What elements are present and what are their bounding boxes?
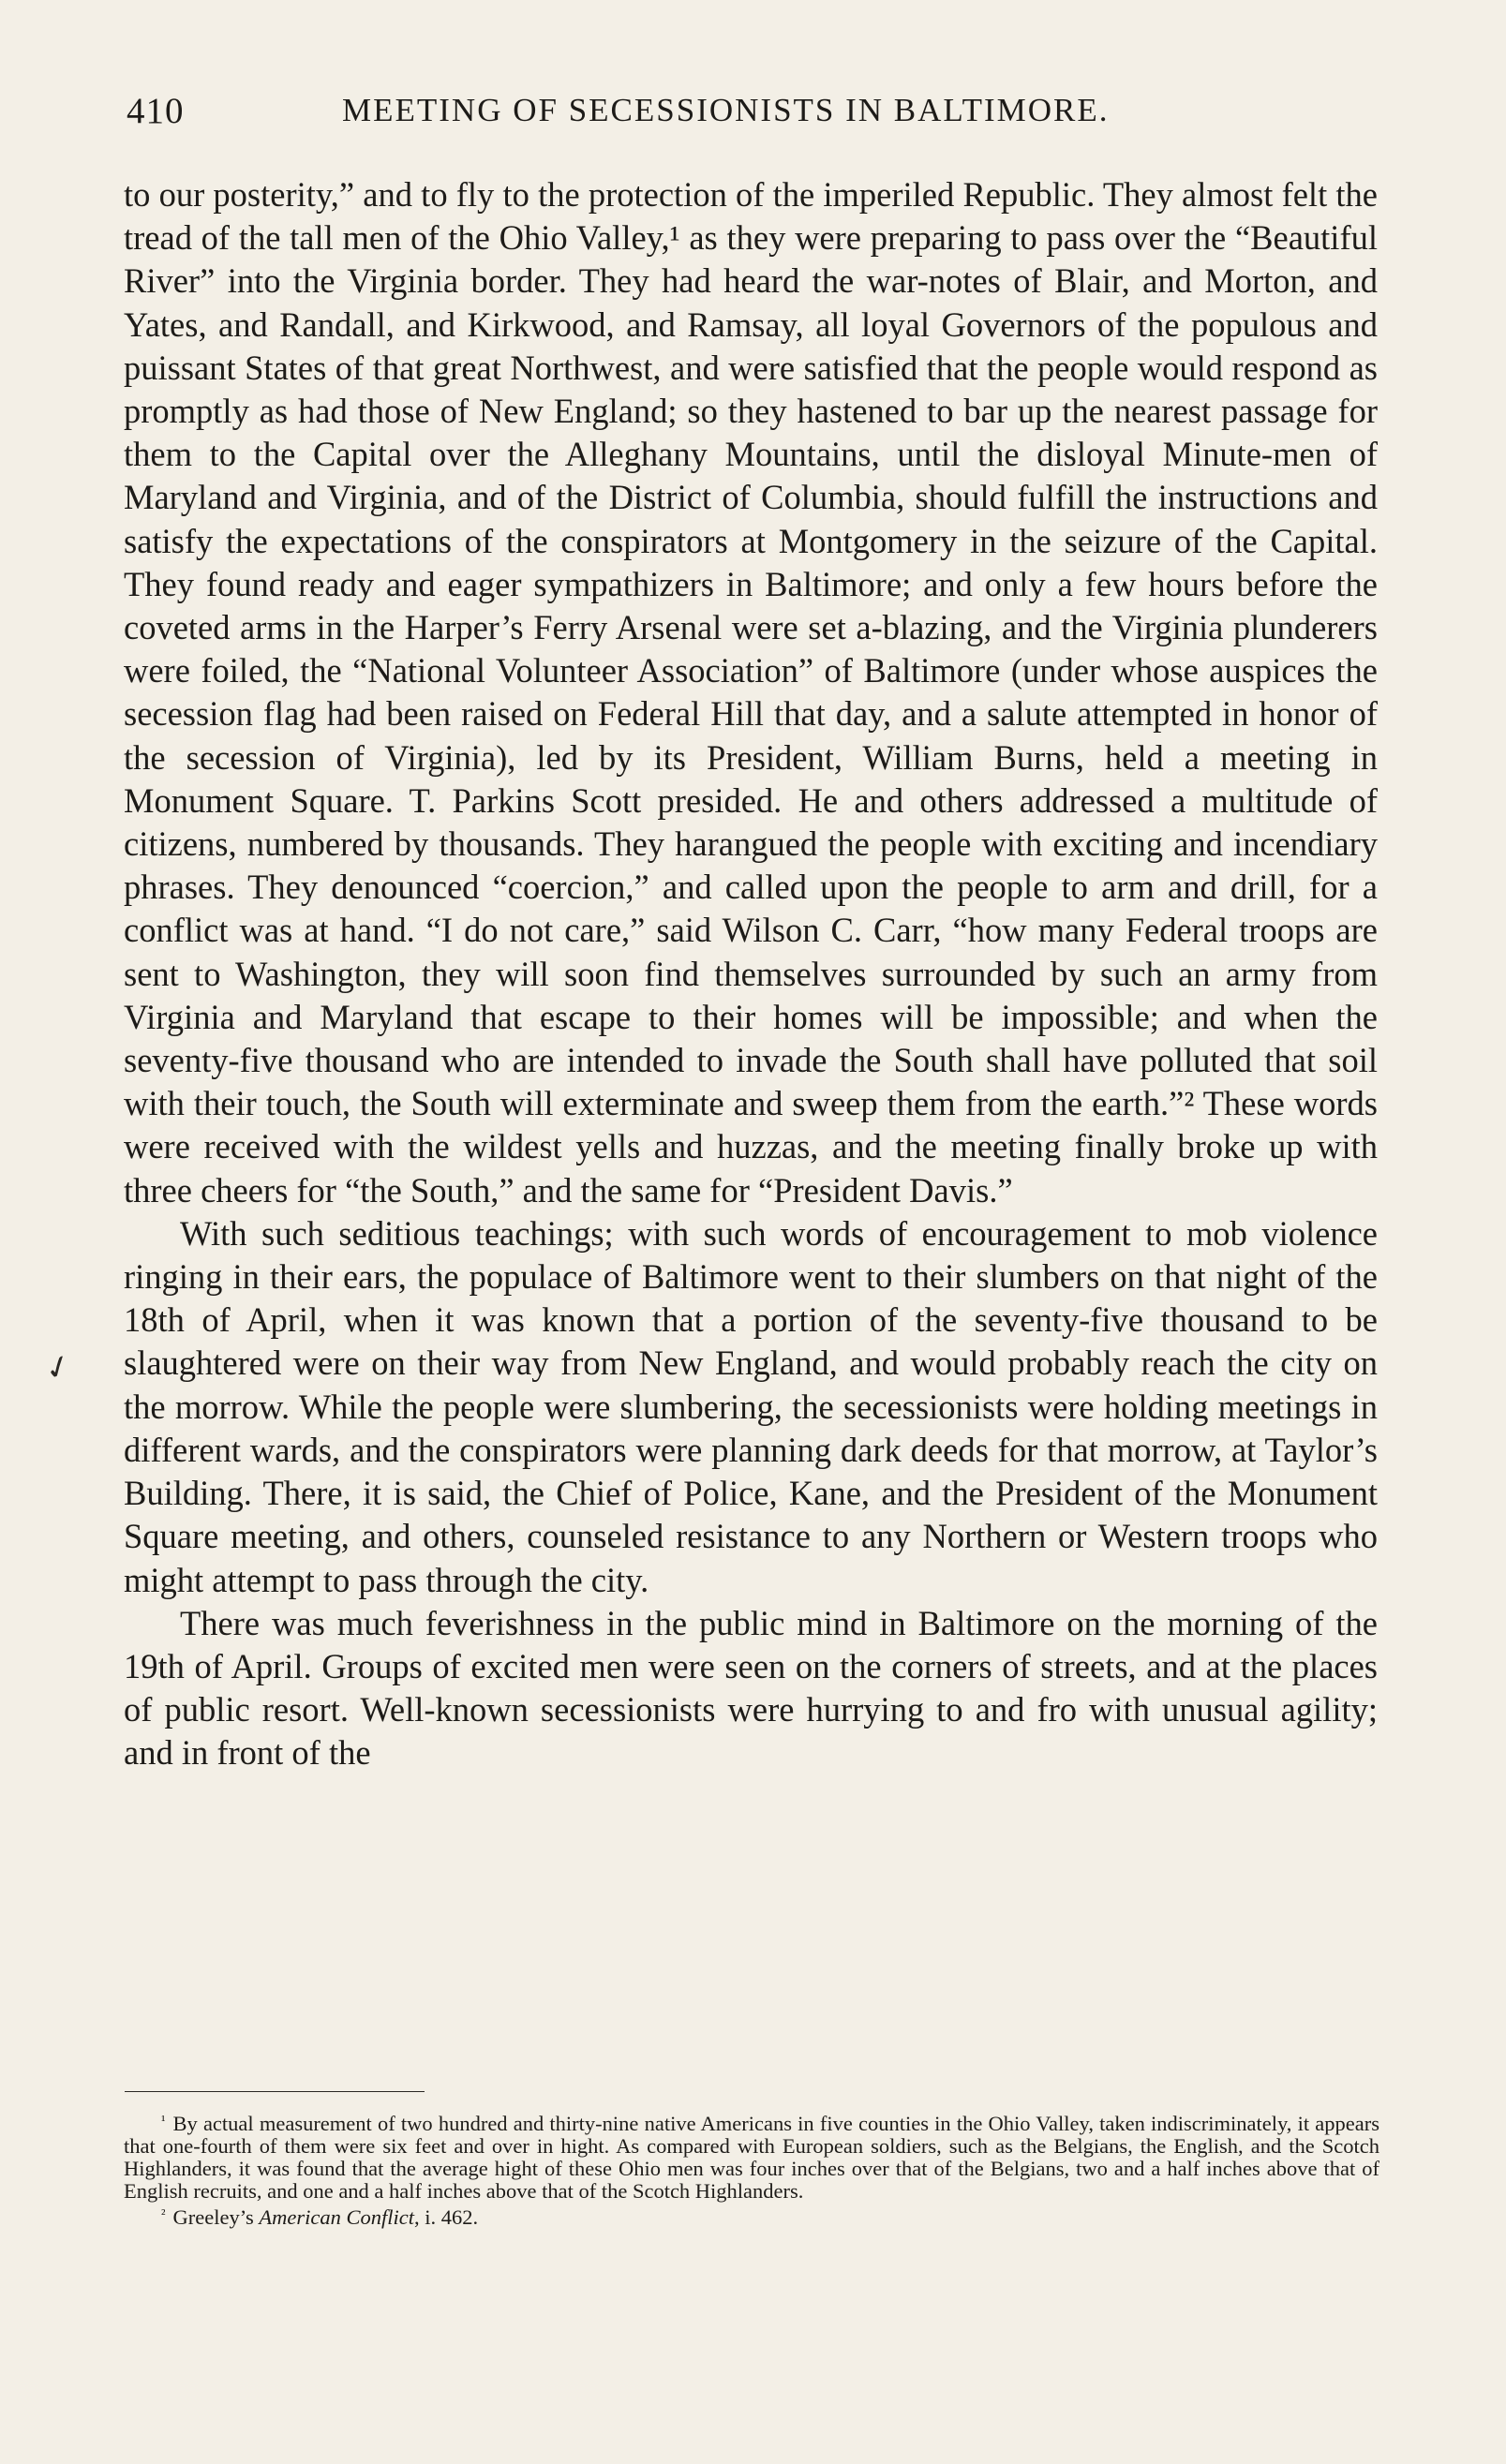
footnote-2: [124, 2204, 1379, 2229]
footnotes: [124, 2110, 1379, 2229]
footnote-2-text-after: , i. 462.: [413, 2205, 479, 2229]
footnote-2-book-title: American Conflict: [259, 2205, 414, 2229]
body-text: [124, 173, 1378, 1775]
footnote-2-text-before: Greeley’s: [172, 2205, 260, 2229]
footnote-1-text: By actual measurement of two hundred and thirty-nine native Americans in five counties in the Ohio Valley, taken indiscriminately, it appears that one-fourth of them were six feet and over in hight. As compared with European soldiers, such as the Belgians, the English, and the Scotch Highlanders, it was found that the average hight of these Ohio men was four inches over that of the Belgians, two and a half inches above that of English recruits, and one and a half inches above that of the Scotch Highlanders.: [124, 2112, 1379, 2203]
margin-check-mark: ✓: [39, 1347, 78, 1389]
running-head: MEETING OF SECESSIONISTS IN BALTIMORE.: [342, 92, 1110, 128]
footnote-1-mark: ¹: [161, 2114, 166, 2129]
paragraph-1: to our posterity,” and to fly to the protection of the imperiled Republic. They almost felt the tread of the tall men of the Ohio Valley,¹ as they were preparing to pass over the “Beautiful River” into the Virginia border. They had heard the war-notes of Blair, and Morton, and Yates, and Randall, and Kirkwood, and Ramsay, all loyal Governors of the populous and puissant States of that great Northwest, and were satisfied that the people would respond as promptly as had those of New England; so they hastened to bar up the nearest passage for them to the Capital over the Alleghany Mountains, until the disloyal Minute-men of Maryland and Virginia, and of the District of Columbia, should fulfill the instructions and satisfy the expectations of the conspirators at Montgomery in the seizure of the Capital. They found ready and eager sympathizers in Baltimore; and only a few hours before the coveted arms in the Harper’s Ferry Arsenal were set a-blazing, and the Virginia plunderers were foiled, the “National Volunteer Association” of Baltimore (under whose auspices the secession flag had been raised on Federal Hill that day, and a salute attempted in honor of the secession of Virginia), led by its President, William Burns, held a meeting in Monument Square. T. Parkins Scott presided. He and others addressed a multitude of citizens, numbered by thousands. They harangued the people with exciting and incendiary phrases. They denounced “coercion,” and called upon the people to arm and drill, for a conflict was at hand. “I do not care,” said Wilson C. Carr, “how many Federal troops are sent to Washington, they will soon find themselves surrounded by such an army from Virginia and Maryland that escape to their homes will be impossible; and when the seventy-five thousand who are intended to invade the South shall have polluted that soil with their touch, the South will exterminate and sweep them from the earth.”² These words were received with the wildest yells and huzzas, and the meeting finally broke up with three cheers for “the South,” and the same for “President Davis.”: [124, 175, 1378, 1210]
footnote-2-mark: ²: [161, 2207, 166, 2222]
page-header: [127, 90, 1382, 146]
footnote-1: [124, 2110, 1379, 2203]
footnote-divider: [125, 2091, 425, 2092]
page-number: 410: [127, 91, 185, 131]
paragraph-3: There was much feverishness in the public mind in Baltimore on the morning of the 19th of April. Groups of excited men were seen on the corners of streets, and at the places of public resort. Well-known secessionists were hurrying to and fro with unusual agility; and in front of the: [124, 1603, 1378, 1773]
paragraph-2: With such seditious teachings; with such words of encouragement to mob violence ringing in their ears, the populace of Baltimore went to their slumbers on that night of the 18th of April, when it was known that a portion of the seventy-five thousand to be slaughtered were on their way from New England, and would probably reach the city on the morrow. While the people were slumbering, the secessionists were holding meetings in different wards, and the conspirators were planning dark deeds for that morrow, at Taylor’s Building. There, it is said, the Chief of Police, Kane, and the President of the Monument Square meeting, and others, counseled resistance to any Northern or Western troops who might attempt to pass through the city.: [124, 1213, 1378, 1599]
